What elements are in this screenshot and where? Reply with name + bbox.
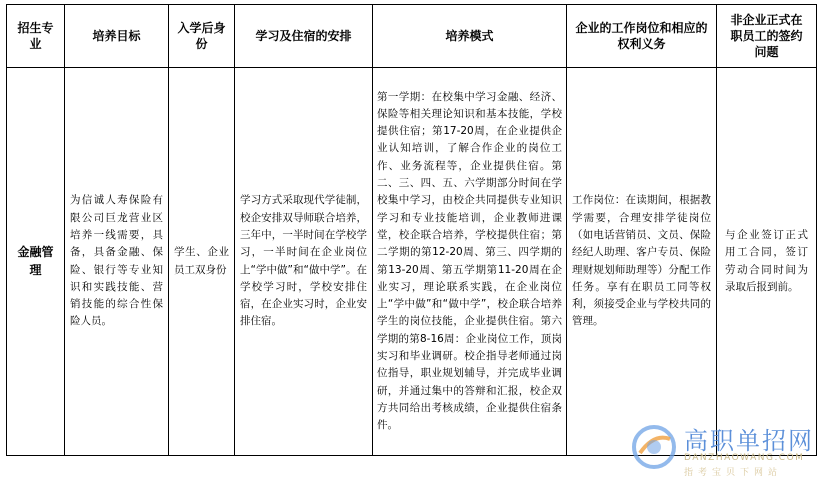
site-watermark (620, 419, 820, 479)
header-rights: 企业的工作岗位和相应的权利义务 (567, 5, 717, 68)
header-goal: 培养目标 (65, 5, 169, 68)
header-row (7, 5, 817, 68)
table-row (7, 68, 817, 456)
cell-goal: 为信诚人寿保险有限公司巨龙营业区培养一线需要，具备，具备金融、保险、银行等专业知识和实践技能、营销技能的综合性保险人员。 (65, 68, 169, 456)
header-identity: 入学后身份 (169, 5, 235, 68)
cell-arrangement: 学习方式采取现代学徒制，校企安排双导师联合培养，三年中，一半时间在学校学习，一半时间在企业岗位上“学中做”和“做中学”。在学校学习时，学校安排住宿，在企业实习时，企业安排住宿。 (235, 68, 373, 456)
cell-contract: 与企业签订正式用工合同，签订劳动合同时间为录取后报到前。 (717, 68, 817, 456)
watermark-slogan: 指考宝贝下网站 (684, 468, 783, 478)
header-major: 招生专业 (7, 5, 65, 68)
watermark-title: 高职单招网 (684, 427, 814, 455)
cell-rights: 工作岗位：在读期间，根据教学需要，合理安排学徒岗位（如电话营销员、文员、保险经纪人助理、客户专员、保险理财规划师助理等）分配工作任务。享有在职员工同等权利，须接受企业与学校共同的管理。 (567, 68, 717, 456)
header-contract: 非企业正式在职员工的签约问题 (717, 5, 817, 68)
cell-mode: 第一学期：在校集中学习金融、经济、保险等相关理论知识和基本技能，学校提供住宿；第17-20周，在企业提供企业认知培训，了解合作企业的岗位工作、业务流程等，企业提供住宿。第二、三、四、五、六学期部分时间在学校集中学习，由校企共同提供专业知识学习和专业技能培训，企业教师进课堂，校企联合培养，学校提供住宿；第二学期的第12-20周、第三、四学期的第13-20周、第五学期第11-20周在企业实习，理论联系实践，在企业岗位上“学中做”和“做中学”，校企联合培养学生的岗位技能，企业提供住宿。第六学期的第8-16周：企业岗位工作，顶岗实习和毕业调研。校企指导老师通过岗位指导，职业规划辅导，并完成毕业调研，并通过集中的答辩和汇报，校企双方共同给出考核成绩，企业提供住宿条件。 (373, 68, 567, 456)
enrollment-table (6, 4, 817, 456)
header-arrangement: 学习及住宿的安排 (235, 5, 373, 68)
cell-identity: 学生、企业员工双身份 (169, 68, 235, 456)
cell-major: 金融管理 (7, 68, 65, 456)
header-mode: 培养模式 (373, 5, 567, 68)
watermark-url: DANZHAOWANG.COM (684, 453, 805, 463)
site-logo-icon (630, 423, 678, 471)
